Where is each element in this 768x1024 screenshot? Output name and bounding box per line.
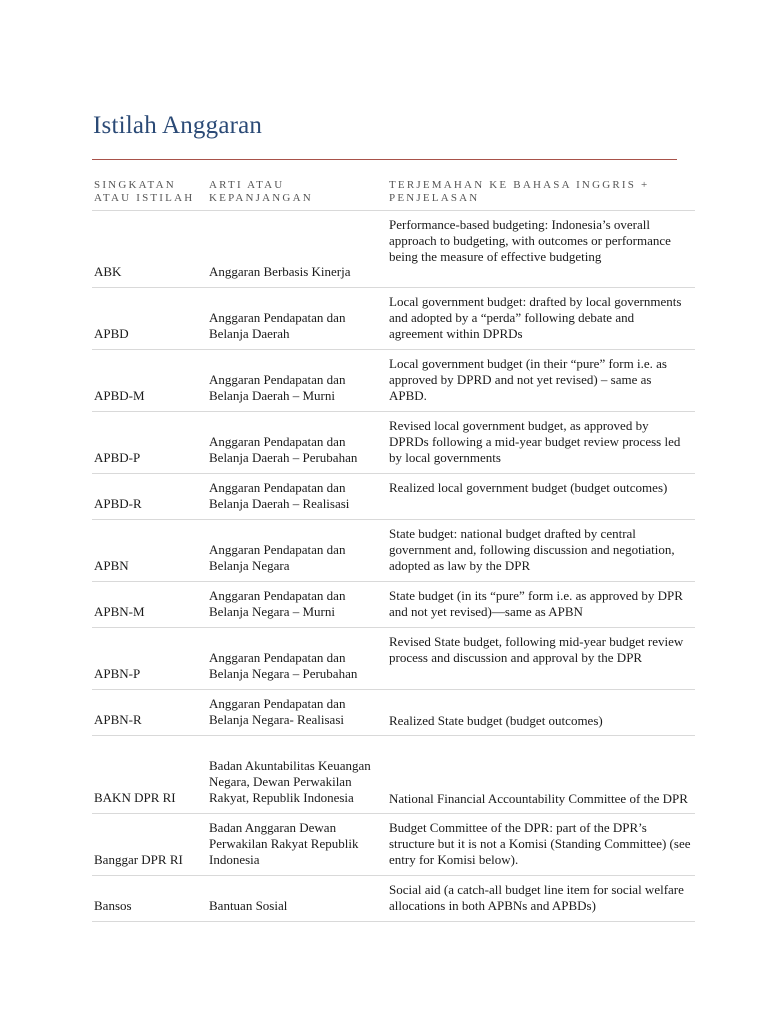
glossary-table [92,179,695,922]
header-singkatan: SINGKATAN ATAU ISTILAH [92,179,207,211]
table-row [92,690,695,736]
cell-arti: Bantuan Sosial [207,876,387,922]
cell-singkatan: APBD-M [92,350,207,412]
cell-arti: Anggaran Pendapatan dan Belanja Daerah – Murni [207,350,387,412]
cell-arti: Anggaran Pendapatan dan Belanja Daerah – Realisasi [207,474,387,520]
cell-terjemahan: Performance-based budgeting: Indonesia’s overall approach to budgeting, with outcomes or performance being the measure of effective budgeting [387,211,695,288]
cell-singkatan: APBN-R [92,690,207,736]
title-divider [92,159,677,160]
cell-arti: Anggaran Pendapatan dan Belanja Negara- Realisasi [207,690,387,736]
table-row [92,412,695,474]
cell-terjemahan: National Financial Accountability Committee of the DPR [387,736,695,814]
cell-arti: Anggaran Pendapatan dan Belanja Daerah [207,288,387,350]
cell-terjemahan: Revised local government budget, as approved by DPRDs following a mid-year budget review process led by local governments [387,412,695,474]
cell-terjemahan: Social aid (a catch-all budget line item for social welfare allocations in both APBNs and APBDs) [387,876,695,922]
table-row [92,350,695,412]
cell-singkatan: APBN [92,520,207,582]
cell-terjemahan: Local government budget: drafted by local governments and adopted by a “perda” following debate and agreement within DPRDs [387,288,695,350]
table-row [92,582,695,628]
table-row [92,288,695,350]
header-row [92,179,695,211]
table-row [92,736,695,814]
table-row [92,474,695,520]
table-row [92,628,695,690]
table-body [92,211,695,922]
page-title: Istilah Anggaran [93,112,263,139]
cell-terjemahan: Revised State budget, following mid-year budget review process and discussion and approval by the DPR [387,628,695,690]
cell-singkatan: Bansos [92,876,207,922]
cell-terjemahan: State budget (in its “pure” form i.e. as approved by DPR and not yet revised)—same as APBN [387,582,695,628]
cell-arti: Anggaran Pendapatan dan Belanja Negara – Perubahan [207,628,387,690]
header-terjemahan: TERJEMAHAN KE BAHASA INGGRIS + PENJELASAN [387,179,695,211]
header-arti: ARTI ATAU KEPANJANGAN [207,179,387,211]
cell-terjemahan: Realized State budget (budget outcomes) [387,690,695,736]
table-header [92,179,695,211]
cell-singkatan: APBN-M [92,582,207,628]
table-row [92,876,695,922]
cell-terjemahan: Budget Committee of the DPR: part of the DPR’s structure but it is not a Komisi (Standing Committee) (see entry for Komisi below). [387,814,695,876]
cell-arti: Anggaran Pendapatan dan Belanja Negara [207,520,387,582]
cell-terjemahan: Local government budget (in their “pure” form i.e. as approved by DPRD and not yet revised) – same as APBD. [387,350,695,412]
cell-singkatan: Banggar DPR RI [92,814,207,876]
cell-terjemahan: Realized local government budget (budget outcomes) [387,474,695,520]
table-row [92,211,695,288]
cell-singkatan: APBD [92,288,207,350]
table-row [92,814,695,876]
cell-arti: Anggaran Pendapatan dan Belanja Negara – Murni [207,582,387,628]
table-row [92,520,695,582]
cell-singkatan: APBD-R [92,474,207,520]
cell-singkatan: ABK [92,211,207,288]
cell-singkatan: APBN-P [92,628,207,690]
cell-terjemahan: State budget: national budget drafted by central government and, following discussion and negotiation, adopted as law by the DPR [387,520,695,582]
cell-singkatan: APBD-P [92,412,207,474]
cell-arti: Badan Akuntabilitas Keuangan Negara, Dewan Perwakilan Rakyat, Republik Indonesia [207,736,387,814]
cell-arti: Badan Anggaran Dewan Perwakilan Rakyat Republik Indonesia [207,814,387,876]
cell-arti: Anggaran Pendapatan dan Belanja Daerah – Perubahan [207,412,387,474]
cell-arti: Anggaran Berbasis Kinerja [207,211,387,288]
cell-singkatan: BAKN DPR RI [92,736,207,814]
